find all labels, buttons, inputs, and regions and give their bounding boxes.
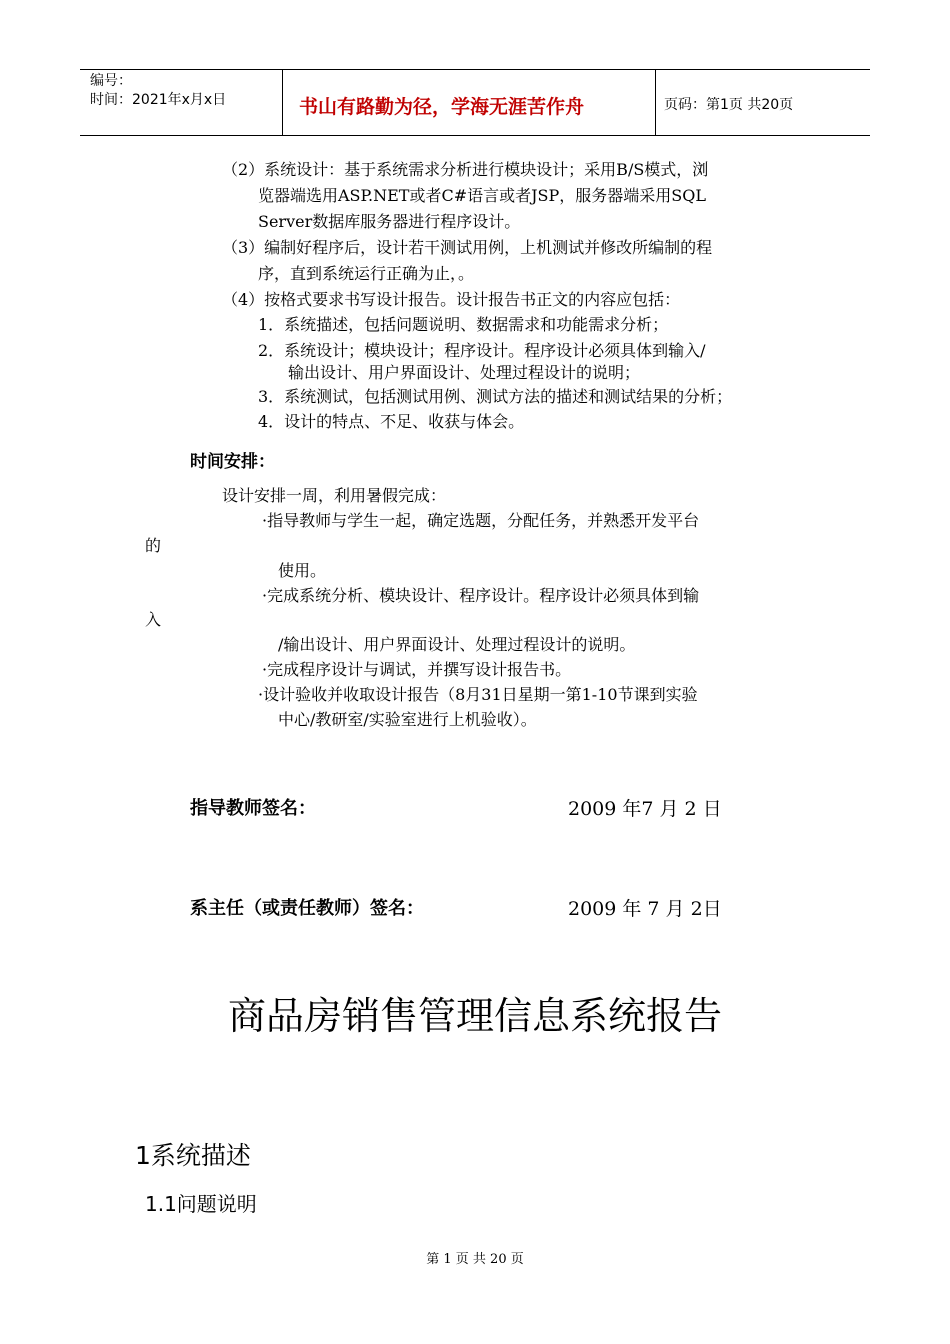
schedule-line: ·指导教师与学生一起，确定选题，分配任务，并熟悉开发平台	[262, 511, 700, 530]
schedule-line: ·完成程序设计与调试，并撰写设计报告书。	[262, 660, 572, 679]
schedule-line: ·设计验收并收取设计报告（8月31日星期一第1-10节课到实验	[258, 685, 698, 704]
schedule-intro: 设计安排一周，利用暑假完成：	[222, 486, 447, 505]
step3-line2: 序，直到系统运行正确为止，。	[258, 264, 475, 283]
schedule-heading: 时间安排：	[190, 452, 275, 472]
header-divider-right	[655, 69, 656, 135]
header-time-label: 时间：2021年x月x日	[90, 92, 227, 108]
header-divider-left	[282, 69, 283, 135]
teacher-signature-date: 2009 年7 月 2 日	[568, 798, 722, 820]
step4-line1: （4）按格式要求书写设计报告。设计报告书正文的内容应包括：	[222, 290, 681, 309]
report-title: 商品房销售管理信息系统报告	[227, 994, 722, 1038]
header-number-label: 编号：	[90, 73, 132, 89]
schedule-line-wrap: 的	[145, 536, 162, 555]
report-content-item-4: 4．设计的特点、不足、收获与体会。	[258, 412, 525, 431]
report-content-item-3: 3．系统测试，包括测试用例、测试方法的描述和测试结果的分析；	[258, 387, 733, 406]
step2-line3: Server数据库服务器进行程序设计。	[258, 212, 521, 231]
schedule-line: /输出设计、用户界面设计、处理过程设计的说明。	[278, 635, 636, 654]
director-signature-date: 2009 年 7 月 2日	[568, 898, 722, 920]
schedule-line: 使用。	[278, 561, 327, 580]
schedule-line: ·完成系统分析、模块设计、程序设计。程序设计必须具体到输	[262, 586, 700, 605]
header-top-border	[80, 69, 870, 70]
page-footer: 第 1 页 共 20 页	[426, 1252, 524, 1267]
section-heading-1-1: 1.1问题说明	[145, 1192, 257, 1216]
header-motto: 书山有路勤为径，学海无涯苦作舟	[299, 96, 585, 118]
director-signature-label: 系主任（或责任教师）签名：	[190, 898, 424, 919]
teacher-signature-label: 指导教师签名：	[190, 798, 316, 819]
report-content-item-2-cont: 输出设计、用户界面设计、处理过程设计的说明；	[288, 363, 641, 382]
header-page-info: 页码：第1页 共20页	[664, 97, 794, 113]
step2-line1: （2）系统设计：基于系统需求分析进行模块设计；采用B/S模式，浏	[222, 160, 709, 179]
header-bottom-border	[80, 135, 870, 136]
report-content-item-2: 2．系统设计；模块设计；程序设计。程序设计必须具体到输入/	[258, 341, 706, 360]
schedule-line-wrap: 入	[145, 610, 162, 629]
step3-line1: （3）编制好程序后，设计若干测试用例，上机测试并修改所编制的程	[222, 238, 713, 257]
section-heading-1: 1系统描述	[135, 1141, 251, 1170]
schedule-line: 中心/教研室/实验室进行上机验收）。	[278, 710, 537, 729]
step2-line2: 览器端选用ASP.NET或者C#语言或者JSP，服务器端采用SQL	[258, 186, 706, 205]
report-content-item-1: 1．系统描述，包括问题说明、数据需求和功能需求分析；	[258, 315, 669, 334]
